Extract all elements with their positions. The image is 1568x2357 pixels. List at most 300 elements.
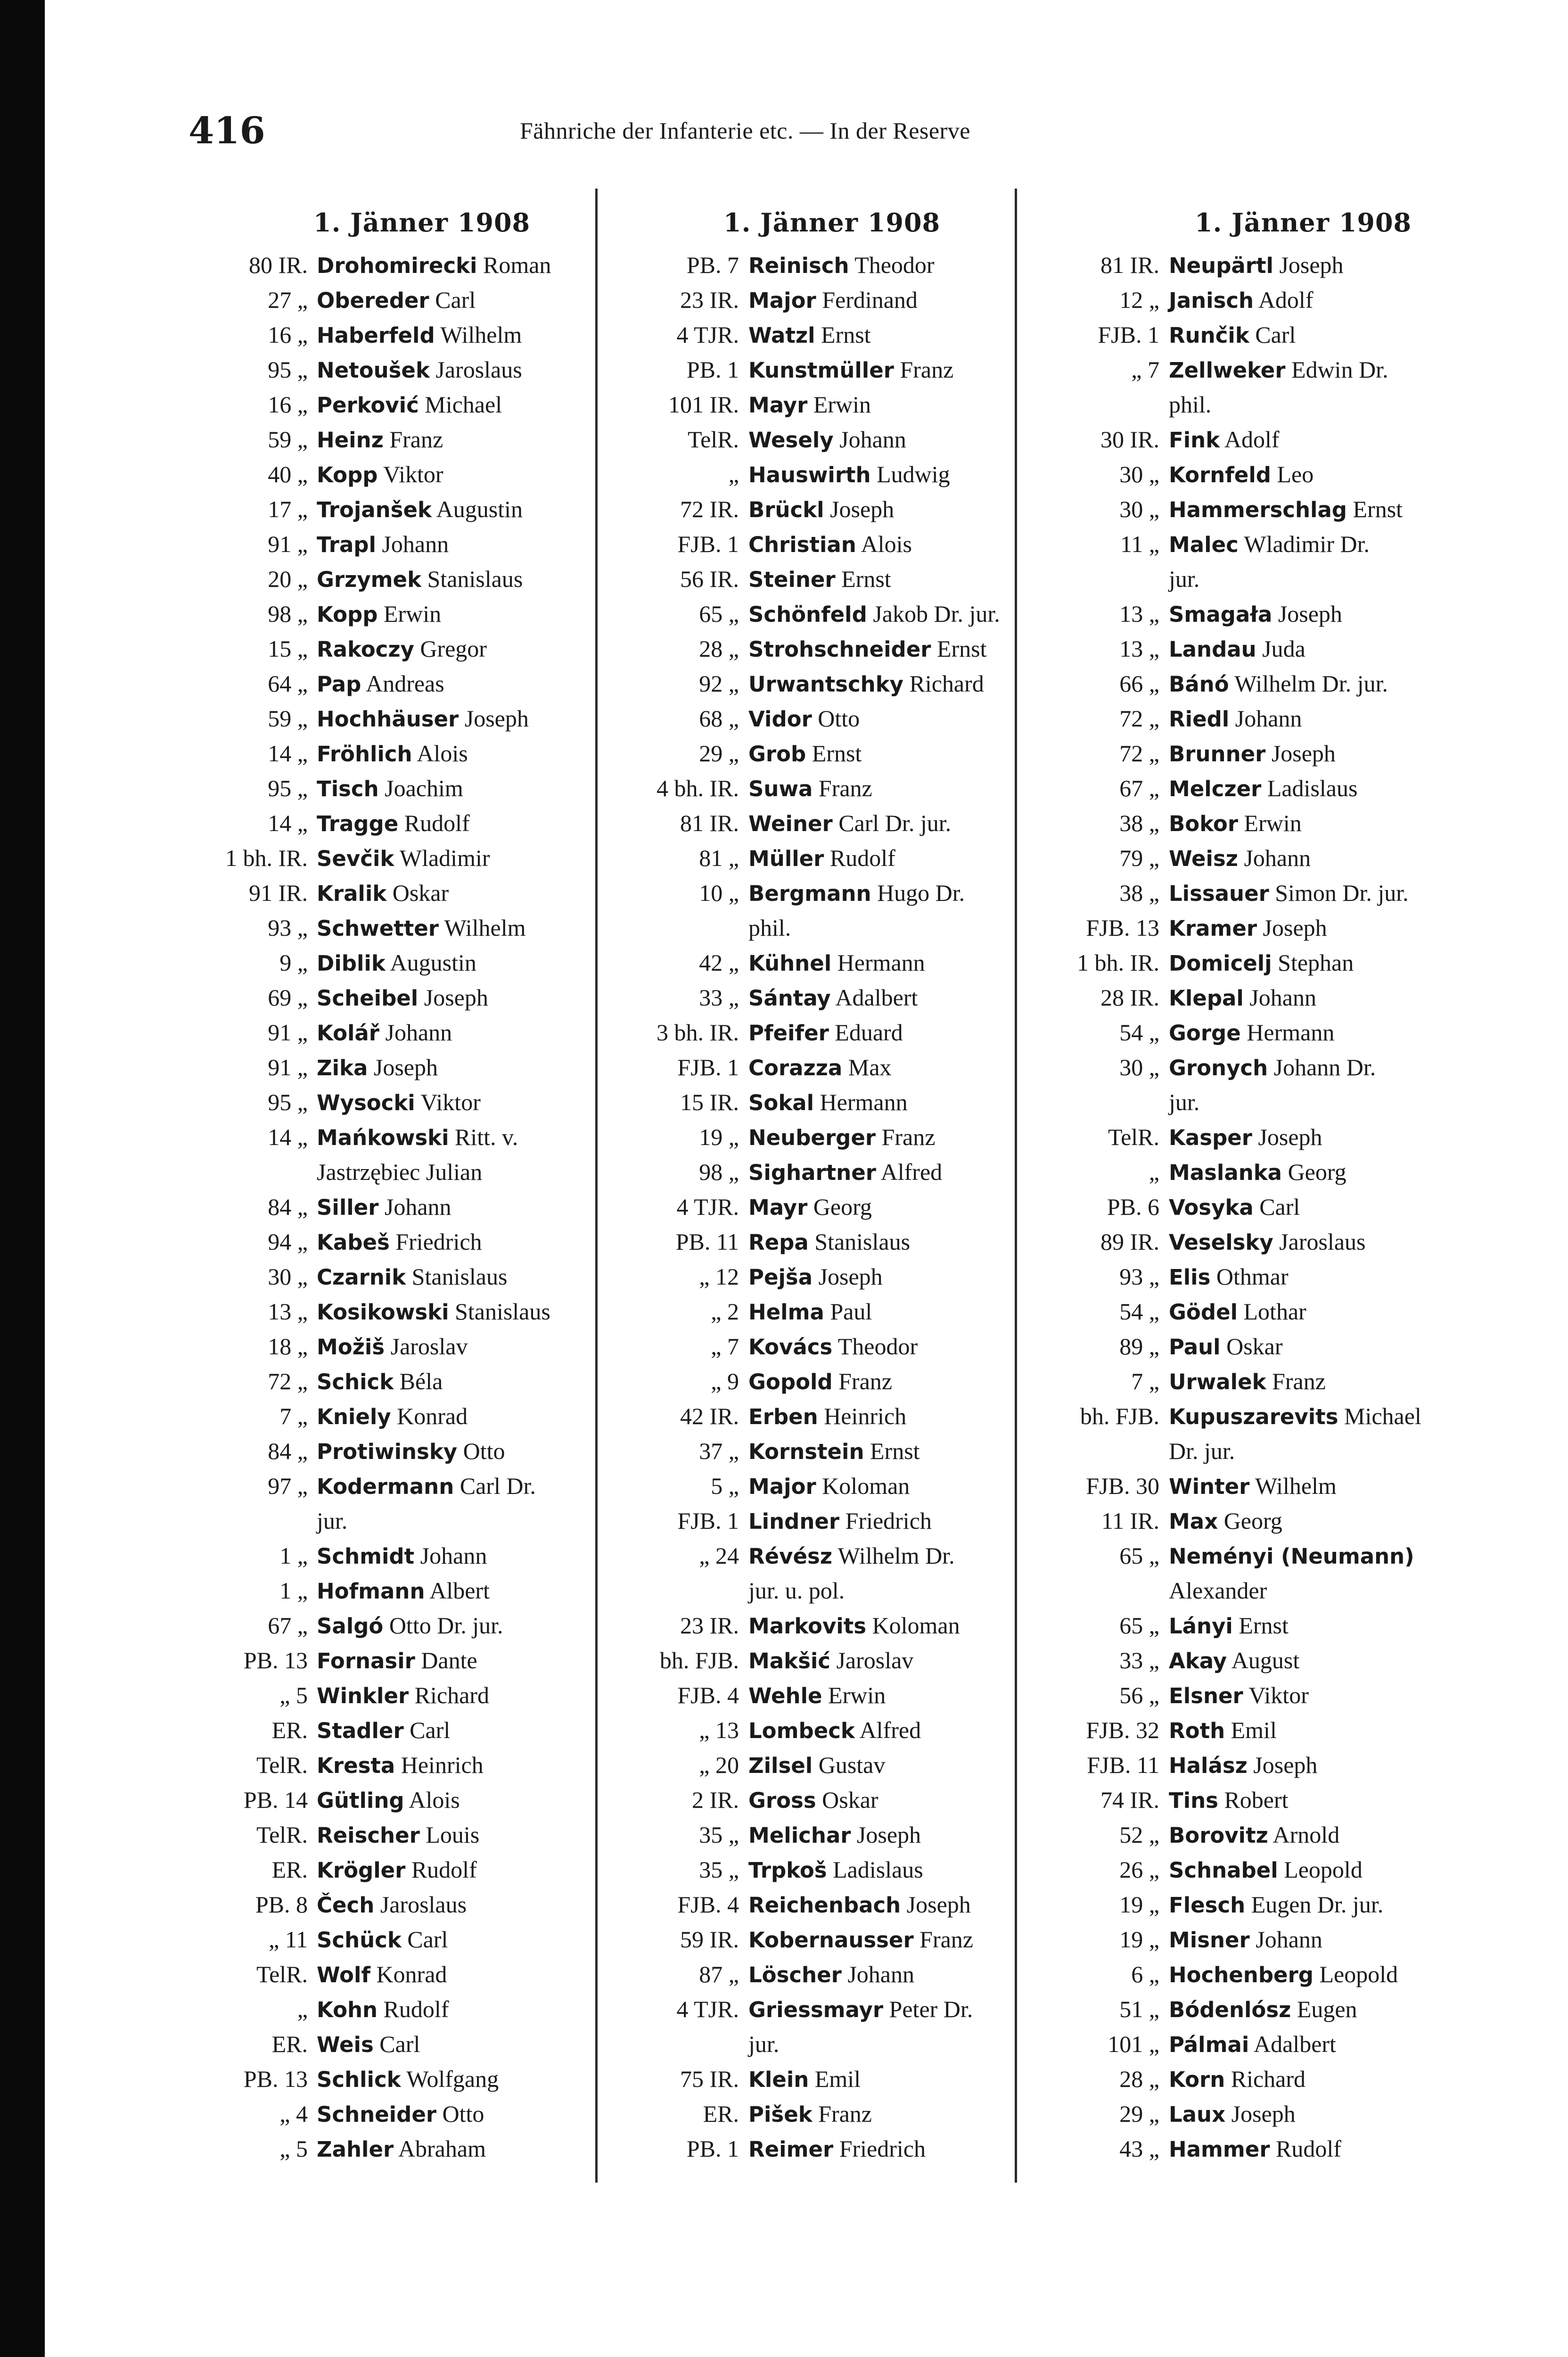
given-name: Adolf [1258,287,1314,313]
person-name [748,1399,906,1434]
regiment-code: 81 „ [699,845,739,871]
regiment-code: 72 „ [1119,705,1159,732]
given-name: Theodor [837,1333,918,1360]
given-name: Theodor [854,252,935,278]
person-name [317,317,522,353]
regiment-code: PB. 1 [686,356,739,383]
given-name: Rudolf [383,1996,449,2022]
person-name [748,1678,886,1714]
regiment-code: 28 IR. [1100,984,1159,1011]
person-name [748,1957,914,1993]
surname: Kobernausser [748,1928,914,1953]
surname: Kühnel [748,951,832,976]
regiment-code: 23 IR. [680,287,739,313]
regiment-code: 95 „ [268,775,308,801]
regiment-code: 35 „ [699,1856,739,1883]
regiment-code: „ 7 [711,1333,739,1360]
regiment-code: „ 13 [699,1717,739,1743]
surname: Neményi (Neumann) [1169,1544,1414,1569]
given-name: Franz [881,1124,936,1150]
surname: Hochenberg [1169,1962,1314,1987]
given-name: Gregor [420,635,487,662]
given-name: Joseph [818,1263,883,1290]
given-name: Jastrzębiec Julian [317,1159,483,1185]
surname: Drohomirecki [317,253,477,278]
person-name [748,736,862,772]
given-name: Max [848,1054,892,1080]
surname: Fröhlich [317,742,412,766]
person-name [748,1782,878,1818]
surname: Reichenbach [748,1893,901,1918]
surname: Grob [748,742,806,766]
surname: Tins [1169,1788,1218,1813]
regiment-code: „ 20 [699,1752,739,1778]
given-name: phil. [1169,391,1212,418]
given-name: jur. [748,2031,780,2057]
surname: Vosyka [1169,1195,1254,1220]
surname: Sokal [748,1090,814,1115]
given-name: Jaroslaus [380,1891,467,1918]
person-name [748,806,951,841]
regiment-code: „ 7 [1131,356,1159,383]
given-name: Wilhelm [440,321,522,348]
given-name: Ernst [812,740,862,766]
column-heading: 1. Jänner 1908 [313,207,531,238]
person-name [1169,1503,1282,1539]
surname: Runčik [1169,323,1249,348]
regiment-code: 17 „ [268,496,308,522]
given-name: Alois [409,1787,460,1813]
person-name [748,247,935,283]
person-name [748,1259,883,1295]
regiment-code: 89 IR. [1100,1228,1159,1255]
regiment-code: FJB. 32 [1086,1717,1159,1743]
surname: Smagała [1169,602,1272,627]
surname: Pálmai [1169,2032,1249,2057]
given-name: Georg [1288,1159,1346,1185]
given-name: Otto [463,1438,505,1464]
person-name [1169,2096,1296,2132]
given-name: Joseph [1258,1124,1322,1150]
surname: Sevčik [317,846,394,871]
surname: Steiner [748,567,836,592]
person-name [317,596,441,632]
surname: Tisch [317,776,379,801]
surname: Weisz [1169,846,1238,871]
person-name [1169,282,1313,318]
regiment-code: 75 IR. [680,2066,739,2092]
person-name [748,1085,908,1121]
given-name: Richard [414,1682,489,1708]
given-name: Emil [814,2066,861,2092]
regiment-code: 16 „ [268,391,308,418]
person-name [748,1015,903,1051]
surname: Weiner [748,811,833,836]
surname: Riedl [1169,707,1230,732]
regiment-code: ER. [703,2101,739,2127]
person-name [748,701,860,737]
person-name [1169,1294,1306,1330]
given-name: Johann [420,1542,487,1569]
surname: Pejša [748,1265,813,1290]
given-name: Ritt. v. [455,1124,518,1150]
regiment-code: 19 „ [699,1124,739,1150]
person-name [317,1154,482,1190]
surname: Reinisch [748,253,849,278]
regiment-code: „ [297,1996,308,2022]
regiment-code: 65 „ [1119,1612,1159,1639]
person-name [748,1189,872,1225]
given-name: Erwin [813,391,871,418]
given-name: Adalbert [835,984,918,1011]
regiment-code: TelR. [688,426,739,453]
person-name [317,910,526,946]
given-name: Adalbert [1254,2031,1336,2057]
person-name [1169,910,1327,946]
given-name: Jaroslav [836,1647,914,1673]
person-name [1169,771,1357,807]
surname: Kabeš [317,1230,390,1255]
regiment-code: 15 IR. [680,1089,739,1115]
person-name [317,945,476,981]
person-name [748,1294,872,1330]
person-name [317,1817,479,1853]
regiment-code: 14 „ [268,1124,308,1150]
regiment-code: 12 „ [1119,287,1159,313]
given-name: Erwin [1244,810,1302,836]
person-name [748,945,925,981]
given-name: Joseph [1271,740,1336,766]
surname: Maslanka [1169,1160,1282,1185]
surname: Kohn [317,1997,378,2022]
person-name [1169,317,1296,353]
regiment-code: 28 „ [699,635,739,662]
regiment-code: 23 IR. [680,1612,739,1639]
surname: Heinz [317,428,384,453]
regiment-code: 81 IR. [1100,252,1159,278]
given-name: Joseph [1278,601,1342,627]
given-name: Oskar [822,1787,878,1813]
surname: Protiwinsky [317,1439,458,1464]
surname: Corazza [748,1055,843,1080]
surname: Tragge [317,811,399,836]
regiment-code: 10 „ [699,880,739,906]
person-name [1169,1852,1363,1888]
given-name: Michael [425,391,502,418]
person-name [317,841,490,876]
given-name: Heinrich [824,1403,907,1429]
surname: Kornstein [748,1439,864,1464]
regiment-code: FJB. 1 [1098,321,1159,348]
person-name [748,1747,885,1783]
regiment-code: 54 „ [1119,1019,1159,1046]
given-name: Johann [384,1194,452,1220]
given-name: Rudolf [404,810,470,836]
person-name [317,247,551,283]
regiment-code: 9 „ [279,949,308,976]
person-name [317,1399,468,1434]
person-name [1169,1468,1337,1504]
surname: Kodermann [317,1474,454,1499]
given-name: Hermann [837,949,925,976]
surname: Trpkoš [748,1858,827,1883]
surname: Trapl [317,532,376,557]
given-name: Carl [1255,321,1296,348]
regiment-code: 59 „ [268,426,308,453]
given-name: Stanislaus [814,1228,911,1255]
regiment-code: 101 IR. [668,391,739,418]
person-name [317,282,476,318]
regiment-code: „ 11 [269,1926,308,1953]
given-name: Ernst [936,635,987,662]
surname: Scheibel [317,986,419,1011]
surname: Kralik [317,881,387,906]
regiment-code: 72 IR. [680,496,739,522]
given-name: Carl [379,2031,420,2057]
given-name: Alexander [1169,1577,1267,1604]
given-name: Leo [1277,461,1314,487]
regiment-code: 54 „ [1119,1298,1159,1325]
person-name [748,1538,955,1574]
regiment-code: 72 „ [268,1368,308,1394]
surname: Hofmann [317,1579,425,1604]
person-name [748,457,950,493]
given-name: Alfred [859,1717,921,1743]
person-name [317,1922,448,1958]
regiment-code: 13 „ [268,1298,308,1325]
surname: Pišek [748,2102,813,2127]
person-name [317,561,523,597]
surname: Lombeck [748,1718,855,1743]
given-name: Jaroslaus [435,356,522,383]
person-name [1169,631,1305,667]
regiment-code: 1 „ [279,1542,308,1569]
given-name: Joseph [424,984,488,1011]
surname: Pfeifer [748,1021,829,1046]
regiment-code: 59 „ [268,705,308,732]
person-name [317,1050,438,1086]
surname: Schmidt [317,1544,415,1569]
given-name: Rudolf [829,845,895,871]
surname: Wysocki [317,1090,415,1115]
surname: Perković [317,393,419,418]
given-name: Friedrich [845,1508,932,1534]
regiment-code: PB. 13 [243,2066,308,2092]
person-name [748,527,912,562]
person-name [1169,1887,1383,1923]
person-name [317,1364,443,1400]
person-name [317,1573,490,1609]
surname: Fornasir [317,1648,415,1673]
given-name: Joseph [1253,1752,1318,1778]
surname: Čech [317,1893,375,1918]
regiment-code: 98 „ [268,601,308,627]
given-name: Ferdinand [822,287,918,313]
person-name [748,1608,960,1644]
given-name: Carl [435,287,476,313]
surname: Laux [1169,2102,1226,2127]
given-name: Wilhelm Dr. [837,1542,955,1569]
regiment-code: 1 bh. IR. [225,845,308,871]
person-name [1169,422,1280,458]
surname: Gorge [1169,1021,1241,1046]
regiment-code: FJB. 11 [1087,1752,1159,1778]
person-name [1169,841,1311,876]
person-name [748,282,918,318]
given-name: Juda [1262,635,1305,662]
given-name: jur. [317,1508,348,1534]
given-name: Béla [399,1368,443,1394]
person-name [1169,1399,1421,1434]
person-name [317,1434,505,1469]
surname: Melichar [748,1823,851,1848]
given-name: Viktor [1248,1682,1309,1708]
regiment-code: 19 „ [1119,1891,1159,1918]
surname: Reischer [317,1823,420,1848]
regiment-code: 87 „ [699,1961,739,1987]
given-name: Peter Dr. [889,1996,973,2022]
given-name: Erwin [383,601,442,627]
given-name: Koloman [822,1473,910,1499]
given-name: Franz [919,1926,973,1953]
given-name: Johann [1244,845,1311,871]
given-name: Hermann [1247,1019,1335,1046]
given-name: Lothar [1243,1298,1306,1325]
person-name [748,1887,971,1923]
person-name [317,1189,452,1225]
given-name: Wolfgang [406,2066,499,2092]
person-name [748,1573,845,1609]
regiment-code: 7 „ [1131,1368,1159,1394]
surname: Lindner [748,1509,840,1534]
surname: Zellweker [1169,358,1286,383]
person-name [748,1050,891,1086]
person-name [1169,492,1403,527]
given-name: Eduard [835,1019,903,1046]
surname: Suwa [748,776,813,801]
given-name: Abraham [398,2135,486,2162]
person-name [317,492,523,527]
person-name [317,736,468,772]
given-name: Otto [818,705,860,732]
given-name: Oskar [392,880,449,906]
surname: Brückl [748,497,824,522]
regiment-code: 89 „ [1119,1333,1159,1360]
person-name [317,1468,536,1504]
person-name [1169,2131,1341,2167]
person-name [748,492,894,527]
surname: Landau [1169,637,1256,662]
regiment-code: 91 „ [268,1019,308,1046]
given-name: Adolf [1224,426,1280,453]
given-name: Michael [1344,1403,1421,1429]
given-name: Jaroslaus [1279,1228,1366,1255]
regiment-code: 18 „ [268,1333,308,1360]
regiment-code: 72 „ [1119,740,1159,766]
surname: Neuberger [748,1125,876,1150]
surname: Trojanšek [317,497,432,522]
given-name: Ludwig [877,461,950,487]
surname: Weis [317,2032,374,2057]
given-name: Gustav [818,1752,886,1778]
person-name [748,631,987,667]
surname: Urwantschky [748,672,903,697]
regiment-code: 33 „ [699,984,739,1011]
regiment-code: 29 „ [699,740,739,766]
regiment-code: PB. 11 [675,1228,739,1255]
given-name: Emil [1231,1717,1277,1743]
surname: Siller [317,1195,379,1220]
regiment-code: 64 „ [268,670,308,697]
regiment-code: 35 „ [699,1821,739,1848]
regiment-code: 65 „ [1119,1542,1159,1569]
regiment-code: FJB. 1 [677,1054,739,1080]
given-name: Stanislaus [411,1263,508,1290]
surname: Bergmann [748,881,871,906]
person-name [1169,806,1302,841]
person-name [317,1782,460,1818]
surname: Misner [1169,1928,1250,1953]
person-name [1169,1817,1339,1853]
person-name [748,1154,942,1190]
given-name: Richard [1231,2066,1306,2092]
given-name: Johann Dr. [1273,1054,1376,1080]
regiment-code: TelR. [256,1961,308,1987]
surname: Gronych [1169,1055,1268,1080]
given-name: Franz [1272,1368,1326,1394]
given-name: Eugen [1297,1996,1357,2022]
regiment-code: 51 „ [1119,1996,1159,2022]
surname: Gütling [317,1788,404,1813]
person-name [748,1643,913,1679]
given-name: Leopold [1284,1856,1363,1883]
person-name [1169,1224,1365,1260]
regiment-code: „ 24 [699,1542,739,1569]
given-name: Robert [1224,1787,1289,1813]
surname: Erben [748,1404,818,1429]
given-name: Augustin [436,496,523,522]
regiment-code: 4 TJR. [676,1996,739,2022]
person-name [317,422,443,458]
surname: Haberfeld [317,323,435,348]
person-name [1169,2061,1305,2097]
person-name [317,1538,487,1574]
regiment-code: PB. 13 [243,1647,308,1673]
surname: Schück [317,1928,402,1953]
person-name [317,1294,550,1330]
given-name: Ernst [1353,496,1403,522]
regiment-code: 29 „ [1119,2101,1159,2127]
surname: Markovits [748,1614,867,1639]
regiment-code: 42 „ [699,949,739,976]
person-name [748,2027,779,2062]
person-name [317,2131,486,2167]
regiment-code: „ 2 [711,1298,739,1325]
regiment-code: 6 „ [1131,1961,1159,1987]
given-name: Joseph [373,1054,438,1080]
given-name: Othmar [1216,1263,1289,1290]
regiment-code: 68 „ [699,705,739,732]
surname: Zahler [317,2137,394,2162]
surname: Kopp [317,602,378,627]
surname: Makšić [748,1648,830,1673]
person-name [1169,1922,1322,1958]
surname: Helma [748,1300,824,1325]
regiment-code: PB. 1 [686,2135,739,2162]
regiment-code: 13 „ [1119,635,1159,662]
given-name: Carl [1259,1194,1300,1220]
surname: Schnabel [1169,1858,1278,1883]
